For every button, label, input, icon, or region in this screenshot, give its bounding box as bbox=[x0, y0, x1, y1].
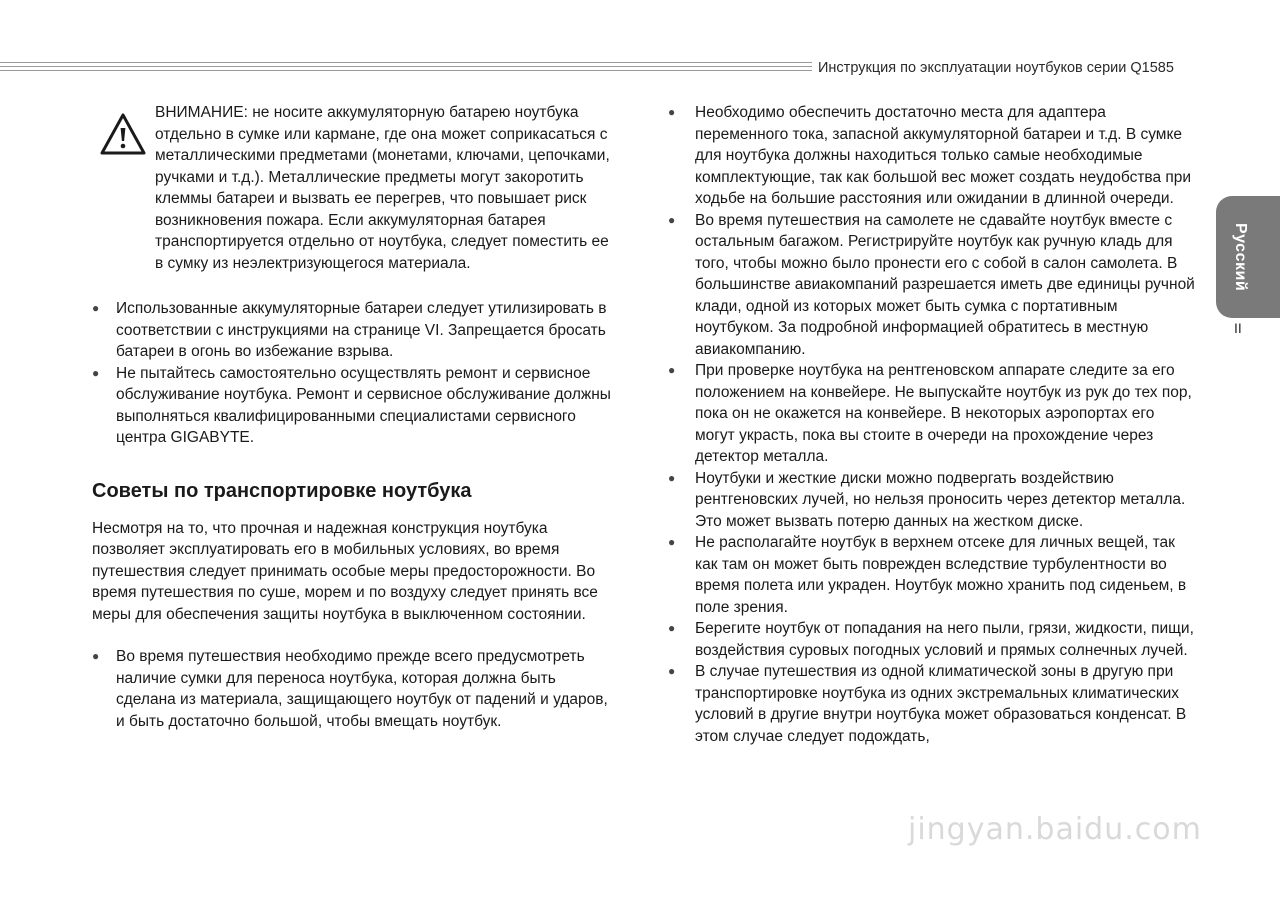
document-title: Инструкция по эксплуатации ноутбуков серии Q1585 bbox=[818, 60, 1174, 76]
header-rule bbox=[0, 62, 812, 63]
list-item: ● Необходимо обеспечить достаточно места для адаптера переменного тока, запасной аккумуляторной батареи и т.д. В сумке для ноутбука должны находиться только самые необходимые комплектующие, так как большой вес может создать неудобства при ходьбе на большие расстояния или ожидании в длинной очереди. bbox=[668, 102, 1198, 210]
list-item: ● Не располагайте ноутбук в верхнем отсеке для личных вещей, так как там он может быть поврежден вследствие турбулентности во время полета или украден. Ноутбук можно хранить под сиденьем, в поле зрения. bbox=[668, 532, 1198, 618]
page-number: II bbox=[1234, 320, 1242, 336]
watermark: jingyan.baidu.com bbox=[908, 812, 1202, 847]
battery-bullets bbox=[92, 298, 612, 449]
warning-icon bbox=[98, 111, 148, 159]
intro-paragraph: Несмотря на то, что прочная и надежная конструкция ноутбука позволяет эксплуатировать его в мобильных условиях, во время путешествия следует принимать особые меры предосторожности. Во время путешествия по суше, морем и по воздуху следует принять все меры для обеспечения защиты ноутбука в выключенном состоянии. bbox=[92, 519, 598, 623]
battery-warning bbox=[92, 102, 612, 274]
list-item: ● В случае путешествия из одной климатической зоны в другую при транспортировке ноутбука из одних экстремальных климатических условий в другие внутри ноутбука может образоваться конденсат. В этом случае следует подождать, bbox=[668, 661, 1198, 747]
transport-bullets bbox=[92, 646, 612, 732]
left-column bbox=[92, 102, 612, 732]
list-item: ● При проверке ноутбука на рентгеновском аппарате следите за его положением на конвейере. Не выпускайте ноутбук из рук до тех пор, пока он не окажется на конвейере. В некоторых аэропортах его могут украсть, пока вы стоите в очереди на прохождение через детектор металла. bbox=[668, 360, 1198, 468]
right-column bbox=[668, 102, 1198, 747]
warning-text: ВНИМАНИЕ: не носите аккумуляторную батарею ноутбука отдельно в сумке или кармане, где она может соприкасаться с металлическими предметами (монетами, ключами, цепочками, ручками и т.д.). Металлические предметы могут закоротить клеммы батареи и вызвать ее перегрев, что повышает риск возникновения пожара. Если аккумуляторная батарея транспортируется отдельно от ноутбука, следует поместить ее в сумку из неэлектризующегося материала. bbox=[155, 104, 610, 272]
list-item: ● Не пытайтесь самостоятельно осуществлять ремонт и сервисное обслуживание ноутбука. Ремонт и сервисное обслуживание должны выполняться квалифицированными специалистами сервисного центра GIGABYTE. bbox=[92, 363, 612, 449]
header-rule bbox=[0, 70, 812, 71]
language-tab-label: Русский bbox=[1232, 222, 1249, 292]
section-heading: Советы по транспортировке ноутбука bbox=[92, 479, 472, 502]
list-item: ● Во время путешествия на самолете не сдавайте ноутбук вместе с остальным багажом. Регистрируйте ноутбук как ручную кладь для того, чтобы можно было пронести его с собой в салон самолета. В большинстве авиакомпаний разрешается иметь две единицы ручной клади, одной из которых может быть сумка с портативным ноутбуком. За подробной информацией обратитесь в местную авиакомпанию. bbox=[668, 210, 1198, 361]
header-rule bbox=[0, 66, 812, 67]
travel-tips-list bbox=[668, 102, 1198, 747]
list-item: ● Берегите ноутбук от попадания на него пыли, грязи, жидкости, пищи, воздействия суровых погодных условий и прямых солнечных лучей. bbox=[668, 618, 1198, 661]
list-item: ● Во время путешествия необходимо прежде всего предусмотреть наличие сумки для переноса ноутбука, которая должна быть сделана из материала, защищающего ноутбук от падений и ударов, и быть достаточно большой, чтобы вмещать ноутбук. bbox=[92, 646, 612, 732]
list-item: ● Использованные аккумуляторные батареи следует утилизировать в соответствии с инструкциями на странице VI. Запрещается бросать батареи в огонь во избежание взрыва. bbox=[92, 298, 612, 363]
list-item: ● Ноутбуки и жесткие диски можно подвергать воздействию рентгеновских лучей, но нельзя проносить через детектор металла. Это может вызвать потерю данных на жестком диске. bbox=[668, 468, 1198, 533]
